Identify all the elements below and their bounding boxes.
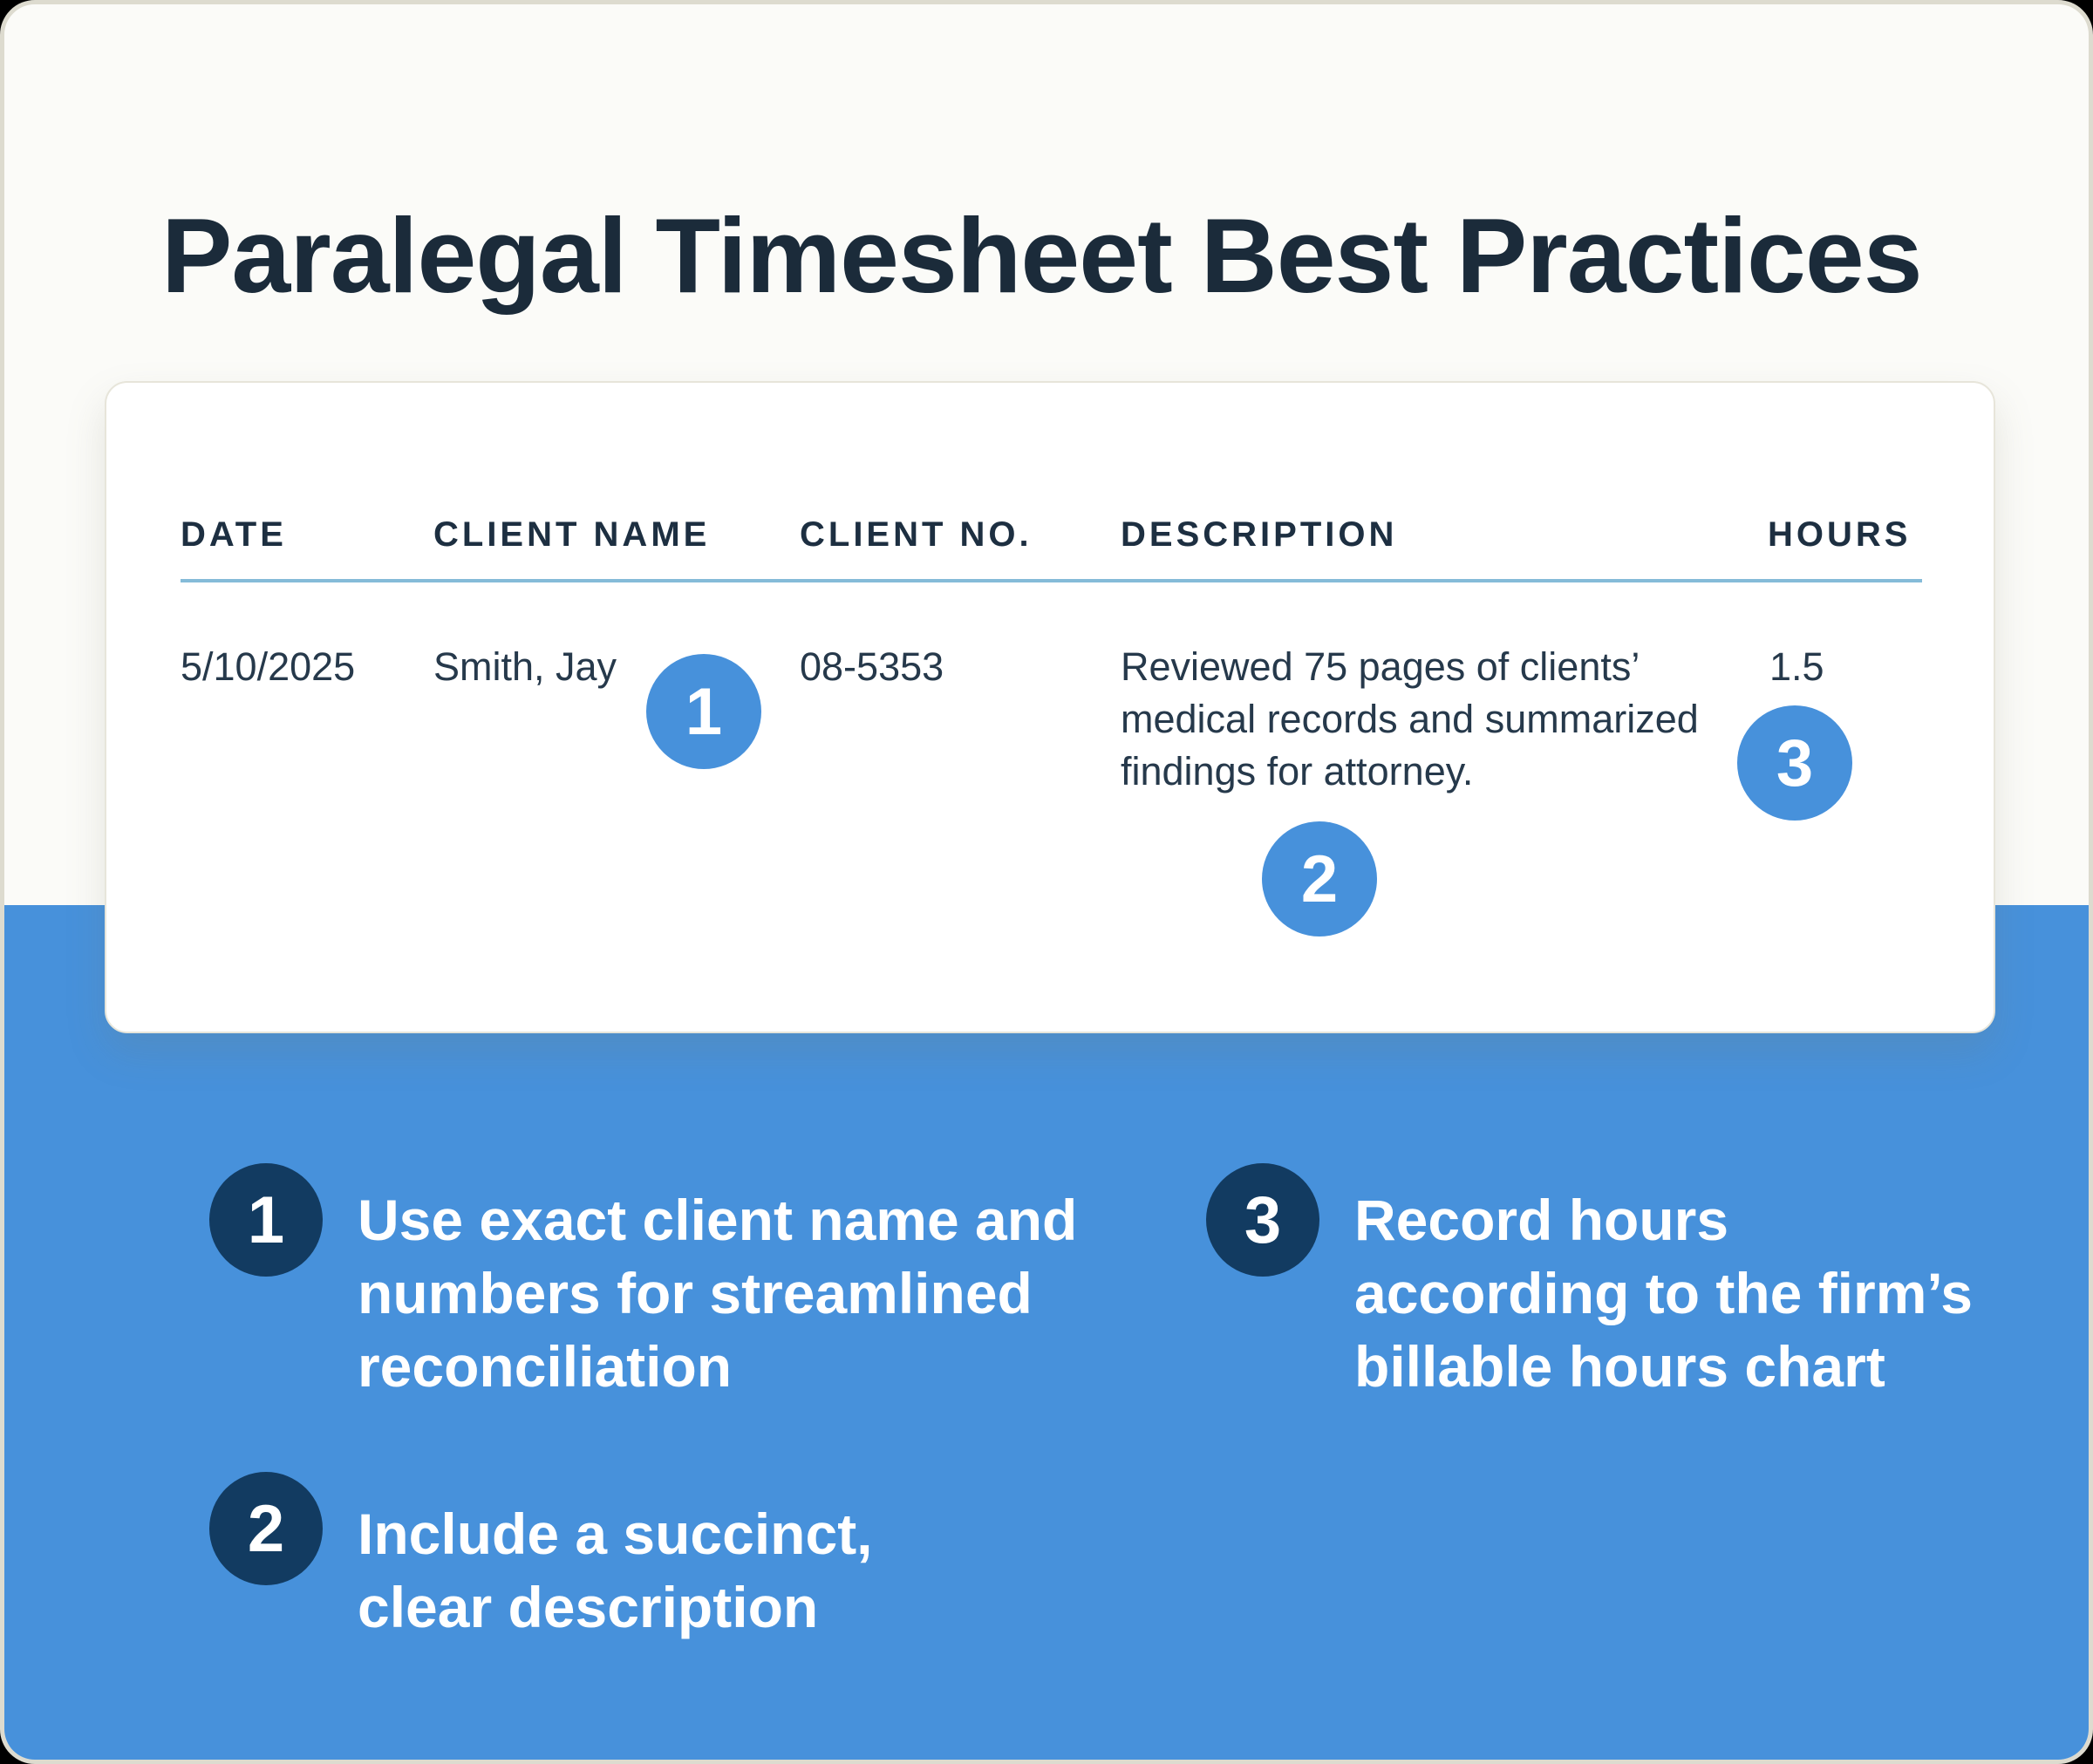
row-hours-value: 1.5 — [1769, 644, 1824, 689]
header-divider-line — [181, 579, 1922, 582]
callout-marker-2: 2 — [1262, 821, 1377, 936]
tip-3-line-3: billable hours chart — [1354, 1334, 1885, 1399]
tip-3-text — [1354, 1183, 1973, 1403]
callout-marker-1: 1 — [646, 654, 761, 769]
tip-2-text — [358, 1497, 873, 1644]
description-line-2: medical records and summarized — [1121, 697, 1699, 741]
row-date-value: 5/10/2025 — [181, 644, 356, 689]
column-header-date: DATE — [181, 515, 287, 554]
column-header-client-no: CLIENT NO. — [800, 515, 1033, 554]
tip-3-number-badge: 3 — [1206, 1163, 1319, 1277]
tip-1-text — [358, 1183, 1077, 1403]
column-header-hours: HOURS — [1768, 515, 1912, 554]
tip-2-line-2: clear description — [358, 1575, 819, 1639]
column-header-description: DESCRIPTION — [1121, 515, 1398, 554]
tip-2-line-1: Include a succinct, — [358, 1502, 873, 1566]
row-client-name-value: Smith, Jay — [433, 644, 617, 689]
tip-3-line-1: Record hours — [1354, 1188, 1729, 1252]
tip-3-line-2: according to the firm’s — [1354, 1261, 1973, 1325]
tip-1-line-3: reconciliation — [358, 1334, 733, 1399]
tip-1-line-2: numbers for streamlined — [358, 1261, 1033, 1325]
page-title: Paralegal Timesheet Best Practices — [161, 195, 1922, 315]
row-description-value — [1121, 641, 1731, 798]
tip-1-line-1: Use exact client name and — [358, 1188, 1078, 1252]
tip-1-number-badge: 1 — [209, 1163, 323, 1277]
description-line-1: Reviewed 75 pages of clients’ — [1121, 644, 1640, 689]
callout-marker-3: 3 — [1737, 705, 1852, 821]
row-client-no-value: 08-5353 — [800, 644, 944, 689]
tip-2-number-badge: 2 — [209, 1472, 323, 1585]
description-line-3: findings for attorney. — [1121, 749, 1474, 793]
column-header-client-name: CLIENT NAME — [433, 515, 711, 554]
timesheet-card — [105, 381, 1995, 1033]
